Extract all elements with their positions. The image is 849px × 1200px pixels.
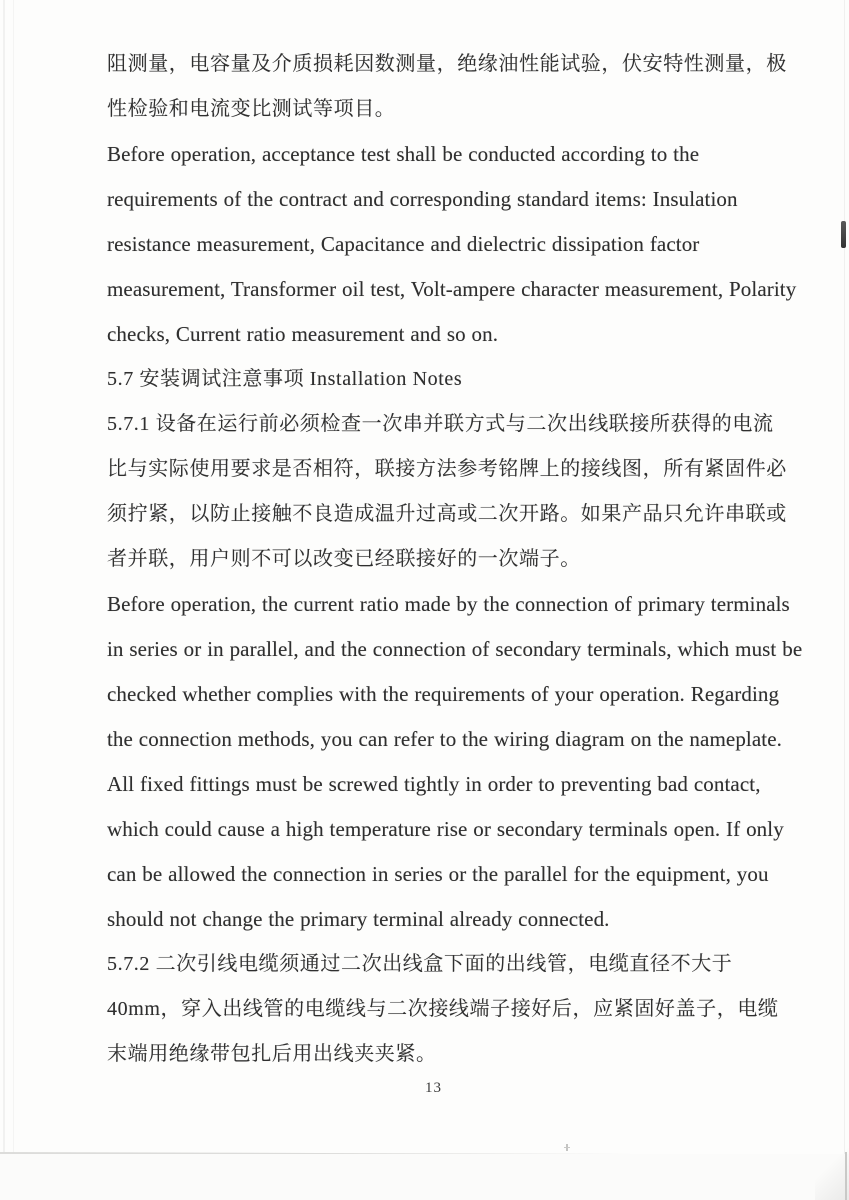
section-5-7-1-line: 者并联，用户则不可以改变已经联接好的一次端子。 — [107, 548, 581, 570]
text-line-continued-zh: 阻测量，电容量及介质损耗因数测量，绝缘油性能试验，伏安特性测量，极 — [107, 53, 787, 75]
section-5-7-1-en-line: All fixed fittings must be screwed tightly in order to preventing bad contact, — [107, 772, 761, 796]
scan-band-bottom — [0, 1154, 849, 1200]
scan-edge-bottom-right — [845, 1152, 847, 1200]
section-5-7-1-line: 比与实际使用要求是否相符，联接方法参考铭牌上的接线图，所有紧固件必 — [107, 458, 787, 480]
section-5-7-1-en-line: Before operation, the current ratio made by the connection of primary terminals — [107, 592, 790, 616]
document-text-block — [107, 42, 813, 1077]
scan-edge-streak-left-2 — [13, 0, 14, 1200]
scan-shade-bottom-right — [815, 1148, 849, 1200]
scan-edge-streak-right — [844, 0, 845, 1200]
section-5-7-1-line: 须拧紧，以防止接触不良造成温升过高或二次开路。如果产品只允许串联或 — [107, 503, 787, 525]
text-line-acceptance-en: Before operation, acceptance test shall be conducted according to the — [107, 142, 700, 166]
text-line-acceptance-en: resistance measurement, Capacitance and dielectric dissipation factor — [107, 232, 700, 256]
section-5-7-2-line: 40mm，穿入出线管的电缆线与二次接线端子接好后，应紧固好盖子，电缆 — [107, 998, 779, 1020]
section-5-7-1-en-line: the connection methods, you can refer to the wiring diagram on the nameplate. — [107, 727, 782, 751]
section-5-7-1-en-line: should not change the primary terminal already connected. — [107, 907, 610, 931]
section-5-7-1-line: 5.7.1 设备在运行前必须检查一次串并联方式与二次出线联接所获得的电流 — [107, 413, 774, 435]
section-5-7-1-en-line: in series or in parallel, and the connection of secondary terminals, which must be — [107, 637, 803, 661]
section-5-7-1-en-line: checked whether complies with the requirements of your operation. Regarding — [107, 682, 780, 706]
section-5-7-1-en-line: can be allowed the connection in series or the parallel for the equipment, you — [107, 862, 769, 886]
section-heading-5-7-installation-notes: 5.7 安装调试注意事项 Installation Notes — [107, 368, 463, 390]
section-5-7-1-en-line: which could cause a high temperature rise or secondary terminals open. If only — [107, 817, 784, 841]
scan-edge-streak-left — [3, 0, 5, 1200]
page-number: 13 — [425, 1080, 442, 1096]
scan-speck — [566, 1144, 568, 1151]
scan-mark-right-edge — [841, 221, 846, 248]
text-line-continued-zh: 性检验和电流变比测试等项目。 — [107, 98, 396, 120]
section-5-7-2-line: 5.7.2 二次引线电缆须通过二次出线盒下面的出线管，电缆直径不大于 — [107, 953, 733, 975]
text-line-acceptance-en: measurement, Transformer oil test, Volt-ampere character measurement, Polarity — [107, 277, 797, 301]
text-line-acceptance-en: checks, Current ratio measurement and so on. — [107, 322, 499, 346]
text-line-acceptance-en: requirements of the contract and corresponding standard items: Insulation — [107, 187, 738, 211]
section-5-7-2-line: 末端用绝缘带包扎后用出线夹夹紧。 — [107, 1043, 437, 1065]
